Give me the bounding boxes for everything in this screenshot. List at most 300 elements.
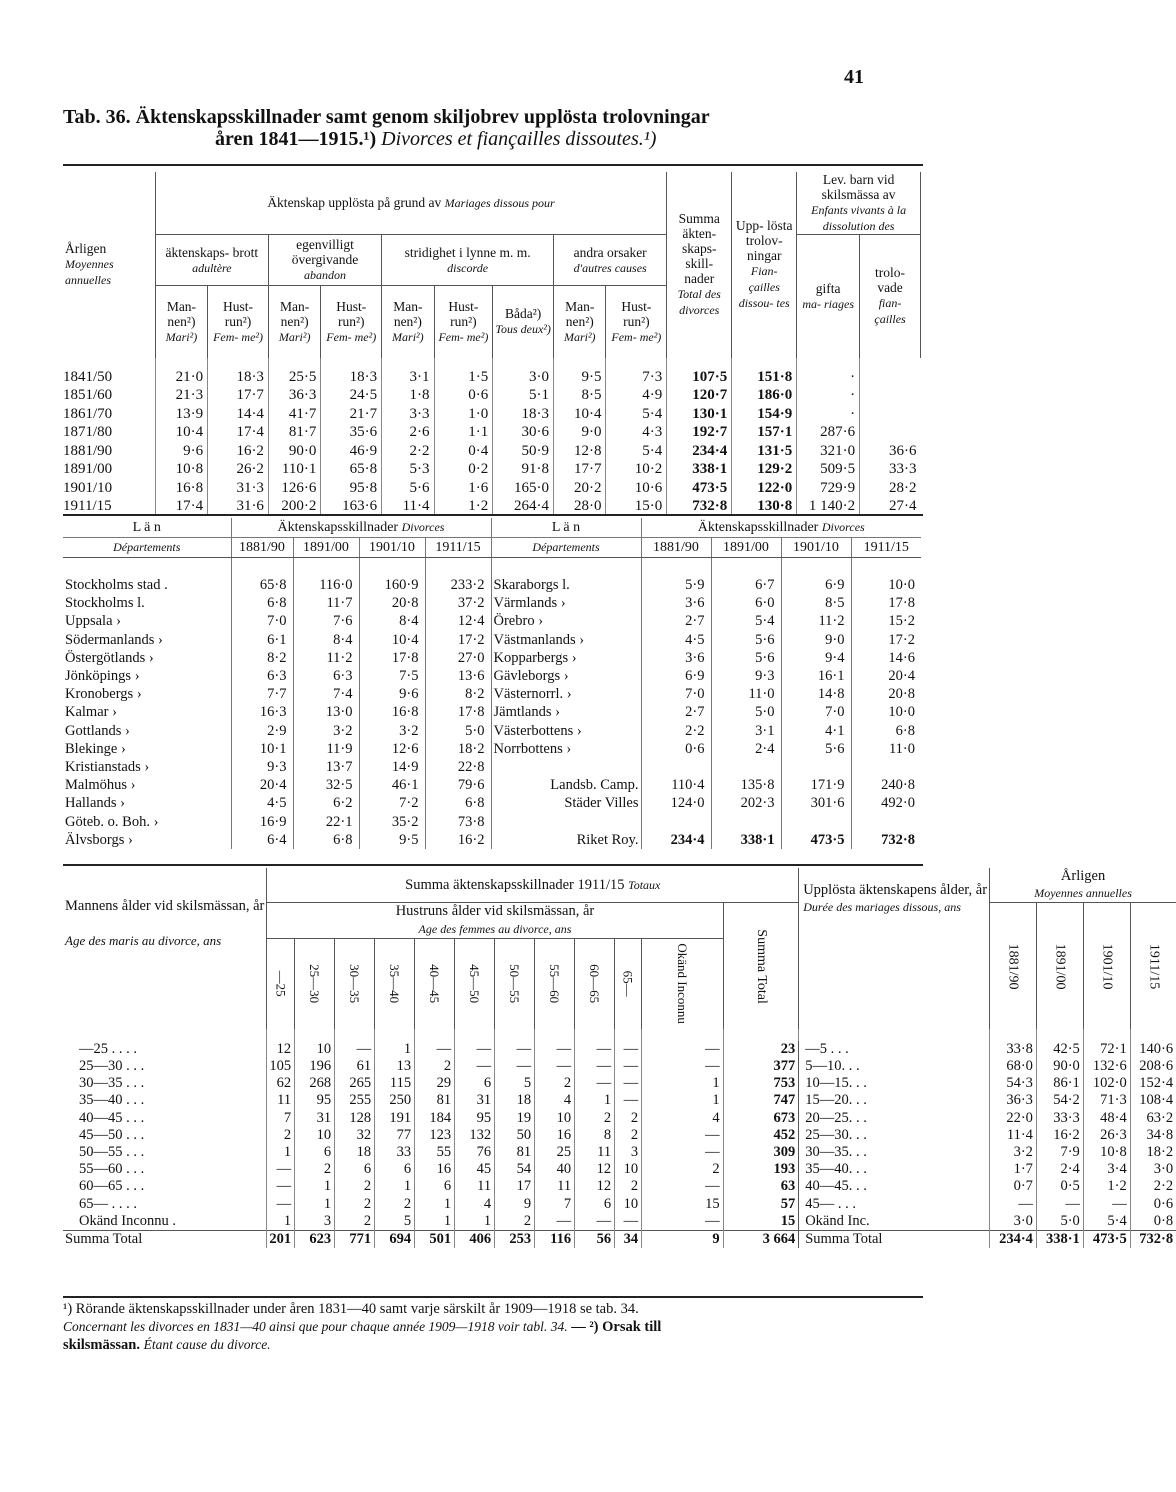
age-value-cell: — <box>267 1196 295 1213</box>
county-value-right: 5·6 <box>781 740 851 758</box>
value-cell: 473·5 <box>667 479 732 498</box>
value-cell: 165·0 <box>493 479 554 498</box>
county-value-left: 17·2 <box>425 631 491 649</box>
age-value-cell: 2 <box>615 1178 642 1195</box>
county-name-left: Hallands › <box>65 795 125 812</box>
age-row <box>63 1178 1176 1195</box>
county-value-right: 15·2 <box>851 612 921 630</box>
age-value-cell: 81 <box>495 1144 535 1161</box>
county-name-left: Kalmar › <box>65 704 117 721</box>
county-value-right: 9·4 <box>781 649 851 667</box>
age-value-cell: 19 <box>495 1110 535 1127</box>
county-value-right <box>781 758 851 776</box>
age-value-cell: 34 <box>615 1231 642 1249</box>
value-cell: 20·2 <box>554 479 606 498</box>
county-value-right: 338·1 <box>711 831 781 849</box>
county-value-left: 6·8 <box>231 594 293 612</box>
wife-age-col-label: 50—55 <box>507 963 523 1003</box>
county-value-right: 11·2 <box>781 612 851 630</box>
annual-value-cell: 732·8 <box>1130 1231 1176 1249</box>
value-cell: 0·4 <box>434 442 493 461</box>
value-cell: 287·6 <box>797 423 860 442</box>
age-value-cell: 201 <box>267 1231 295 1249</box>
duration-cell: 15—20. . . <box>799 1092 990 1109</box>
county-value-right: 4·1 <box>781 722 851 740</box>
age-value-cell: 31 <box>295 1110 335 1127</box>
value-cell: 16·8 <box>155 479 207 498</box>
county-value-right: 3·1 <box>711 722 781 740</box>
duration-cell: 45— . . . <box>799 1196 990 1213</box>
age-value-cell: — <box>455 1058 495 1075</box>
age-value-cell: — <box>267 1161 295 1178</box>
value-cell: 2·2 <box>382 442 434 461</box>
year-1891-right: 1891/00 <box>711 538 781 558</box>
age-value-cell: 54 <box>495 1161 535 1178</box>
footnotes <box>63 1300 923 1354</box>
value-cell: 21·3 <box>155 386 207 405</box>
county-value-right: 9·0 <box>781 631 851 649</box>
value-cell: 90·0 <box>268 442 320 461</box>
county-row <box>63 649 921 667</box>
age-value-cell: 62 <box>267 1075 295 1092</box>
age-value-cell: 268 <box>295 1075 335 1092</box>
footnote-1: ¹) Rörande äktenskapsskillnader under åren 1831—40 samt varje särskilt år 1909—1918 se tab. 34. <box>63 1301 639 1317</box>
ann-1911: 1911/15 <box>1130 903 1176 1029</box>
annual-value-cell: 0·7 <box>990 1178 1037 1195</box>
value-cell: 50·9 <box>493 442 554 461</box>
wife-age-col-label: Okänd Inconnu <box>674 943 690 1024</box>
value-cell: 17·7 <box>554 460 606 479</box>
age-value-cell: — <box>335 1041 375 1058</box>
age-value-cell: 31 <box>455 1092 495 1109</box>
county-value-left: 6·2 <box>293 794 359 812</box>
age-value-cell: 8 <box>575 1127 615 1144</box>
county-value-left: 116·0 <box>293 576 359 594</box>
county-value-right: 135·8 <box>711 776 781 794</box>
age-value-cell: 1 <box>415 1213 455 1231</box>
age-value-cell: 9 <box>642 1231 724 1249</box>
annual-value-cell: 2·2 <box>1130 1178 1176 1195</box>
value-cell: 41·7 <box>268 405 320 424</box>
value-cell: 10·2 <box>606 460 667 479</box>
age-value-cell: 17 <box>495 1178 535 1195</box>
value-cell: 120·7 <box>667 386 732 405</box>
period-cell: 1871/80 <box>63 424 113 440</box>
age-value-cell: 95 <box>455 1110 495 1127</box>
county-value-left: 3·2 <box>359 722 425 740</box>
man-age-cell: 25—30 . . . <box>79 1058 145 1075</box>
value-cell: 5·3 <box>382 460 434 479</box>
age-value-cell: 33 <box>375 1144 415 1161</box>
age-value-cell: 6 <box>375 1161 415 1178</box>
county-value-right <box>641 758 711 776</box>
age-value-cell: 623 <box>295 1231 335 1249</box>
wife-age-col-header <box>642 938 724 1029</box>
wife-age-col-header <box>615 938 642 1029</box>
age-value-cell: — <box>575 1041 615 1058</box>
age-value-cell: 2 <box>615 1110 642 1127</box>
annual-value-cell: 36·3 <box>990 1092 1037 1109</box>
age-value-cell: 77 <box>375 1127 415 1144</box>
value-cell: 27·4 <box>860 497 921 516</box>
age-value-cell: 2 <box>642 1161 724 1178</box>
county-value-left: 5·0 <box>425 722 491 740</box>
county-value-left: 20·8 <box>359 594 425 612</box>
county-row <box>63 740 921 758</box>
age-value-cell: 2 <box>375 1196 415 1213</box>
county-value-right: 14·8 <box>781 685 851 703</box>
value-cell: 12·8 <box>554 442 606 461</box>
footnote-2: — ²) Orsak till <box>571 1319 662 1335</box>
county-value-left: 4·5 <box>231 794 293 812</box>
annual-value-cell: 10·8 <box>1083 1144 1130 1161</box>
age-value-cell: 4 <box>535 1092 575 1109</box>
duration-cell: 35—40. . . <box>799 1161 990 1178</box>
title-main: Tab. 36. Äktenskapsskillnader samt genom skiljobrev upplösta trolovningar <box>63 106 710 128</box>
value-cell <box>860 386 921 405</box>
value-cell: 2·6 <box>382 423 434 442</box>
county-name-right: Västerbottens › <box>491 722 641 740</box>
age-value-cell: — <box>575 1075 615 1092</box>
county-value-left: 73·8 <box>425 813 491 831</box>
age-value-cell: 2 <box>575 1110 615 1127</box>
header-man-4: Man- nen²) Mari²) <box>554 286 606 358</box>
top-rule <box>63 164 923 166</box>
divorces-header-left: Äktenskapsskillnader Divorces <box>231 518 491 538</box>
duration-cell: 25—30. . . <box>799 1127 990 1144</box>
age-row <box>63 1110 1176 1127</box>
annual-value-cell: 86·1 <box>1036 1075 1083 1092</box>
county-value-right: 2·4 <box>711 740 781 758</box>
value-cell: 28·0 <box>554 497 606 516</box>
value-cell: 7·3 <box>606 358 667 387</box>
value-cell: 1·0 <box>434 405 493 424</box>
county-value-right <box>851 758 921 776</box>
county-value-left: 9·3 <box>231 758 293 776</box>
county-value-left: 11·7 <box>293 594 359 612</box>
age-value-cell: 4 <box>642 1110 724 1127</box>
annual-value-cell: 16·2 <box>1036 1127 1083 1144</box>
value-cell: 129·2 <box>732 460 797 479</box>
man-age-cell: 60—65 . . . <box>79 1178 145 1195</box>
annual-value-cell: 33·3 <box>1036 1110 1083 1127</box>
value-cell: 15·0 <box>606 497 667 516</box>
rule-2 <box>63 514 923 516</box>
value-cell: 26·2 <box>208 460 269 479</box>
causes-table <box>63 172 921 516</box>
annual-value-cell: 11·4 <box>990 1127 1037 1144</box>
county-value-right: 10·0 <box>851 703 921 721</box>
county-value-left: 10·4 <box>359 631 425 649</box>
age-row <box>63 1144 1176 1161</box>
county-name-left: Stockholms l. <box>65 595 145 612</box>
value-cell: 151·8 <box>732 358 797 387</box>
value-cell: 10·8 <box>155 460 207 479</box>
value-cell: 30·6 <box>493 423 554 442</box>
header-children: Lev. barn vid skilsmässa av Enfants vivants à la dissolution des <box>797 172 921 235</box>
man-age-cell: Summa Total <box>63 1231 267 1249</box>
county-value-right: 11·0 <box>711 685 781 703</box>
annual-value-cell: 3·4 <box>1083 1161 1130 1178</box>
value-cell: 31·3 <box>208 479 269 498</box>
value-cell: 5·1 <box>493 386 554 405</box>
county-value-right: 7·0 <box>641 685 711 703</box>
age-value-cell: — <box>535 1213 575 1231</box>
year-1881-left: 1881/90 <box>231 538 293 558</box>
period-cell: 1911/15 <box>63 498 112 514</box>
footnote-2-french: Étant cause du divorce. <box>143 1337 271 1352</box>
age-value-cell: 193 <box>723 1161 799 1178</box>
causes-table-body <box>63 358 921 516</box>
man-age-cell: 35—40 . . . <box>79 1092 145 1109</box>
age-value-cell: — <box>615 1058 642 1075</box>
age-value-cell: 116 <box>535 1231 575 1249</box>
value-cell: 16·2 <box>208 442 269 461</box>
county-value-left: 8·2 <box>231 649 293 667</box>
age-value-cell: 1 <box>375 1041 415 1058</box>
county-value-left: 6·3 <box>231 667 293 685</box>
age-value-cell: 13 <box>375 1058 415 1075</box>
age-value-cell: 132 <box>455 1127 495 1144</box>
wife-age-col-header <box>267 938 295 1029</box>
footnote-2-cont: skilsmässan. <box>63 1337 140 1353</box>
age-value-cell: 406 <box>455 1231 495 1249</box>
title-french: Divorces et fiançailles dissoutes.¹) <box>381 128 657 150</box>
county-value-left: 16·2 <box>425 831 491 849</box>
year-1901-left: 1901/10 <box>359 538 425 558</box>
age-value-cell: — <box>535 1058 575 1075</box>
value-cell: 154·9 <box>732 405 797 424</box>
age-value-cell: 265 <box>335 1075 375 1092</box>
county-value-left: 13·0 <box>293 703 359 721</box>
age-value-cell: 105 <box>267 1058 295 1075</box>
age-value-cell: 6 <box>295 1144 335 1161</box>
county-value-left: 16·9 <box>231 813 293 831</box>
county-name-right: Örebro › <box>491 612 641 630</box>
year-1901-right: 1901/10 <box>781 538 851 558</box>
county-table-body <box>63 576 921 849</box>
value-cell: 157·1 <box>732 423 797 442</box>
age-table-body <box>63 1041 1176 1248</box>
county-value-left: 7·0 <box>231 612 293 630</box>
county-value-right: 4·5 <box>641 631 711 649</box>
man-age-cell: —25 . . . . <box>79 1040 137 1057</box>
county-value-left: 32·5 <box>293 776 359 794</box>
col-total-header: Summa Total <box>723 903 799 1029</box>
age-value-cell: 123 <box>415 1127 455 1144</box>
age-value-cell: — <box>267 1178 295 1195</box>
county-value-right: 6·0 <box>711 594 781 612</box>
age-value-cell: 12 <box>575 1178 615 1195</box>
county-value-right: 10·0 <box>851 576 921 594</box>
age-value-cell: 10 <box>535 1110 575 1127</box>
header-man-3: Man- nen²) Mari²) <box>382 286 434 358</box>
county-value-right: 16·1 <box>781 667 851 685</box>
age-value-cell: — <box>642 1127 724 1144</box>
county-value-right: 20·4 <box>851 667 921 685</box>
age-value-cell: 309 <box>723 1144 799 1161</box>
county-value-left: 8·4 <box>359 612 425 630</box>
period-cell: 1841/50 <box>63 368 113 385</box>
age-value-cell: 11 <box>575 1144 615 1161</box>
county-value-right <box>711 758 781 776</box>
age-value-cell: 25 <box>535 1144 575 1161</box>
annual-value-cell: 54·2 <box>1036 1092 1083 1109</box>
age-value-cell: 3 664 <box>723 1231 799 1249</box>
value-cell <box>860 358 921 387</box>
wife-age-col-header <box>415 938 455 1029</box>
county-value-left: 7·5 <box>359 667 425 685</box>
value-cell: 192·7 <box>667 423 732 442</box>
age-value-cell: 6 <box>575 1196 615 1213</box>
county-value-right: 17·2 <box>851 631 921 649</box>
county-value-right: 473·5 <box>781 831 851 849</box>
value-cell: 95·8 <box>321 479 382 498</box>
wife-age-col-header <box>535 938 575 1029</box>
age-value-cell: 76 <box>455 1144 495 1161</box>
value-cell: 35·6 <box>321 423 382 442</box>
county-row <box>63 667 921 685</box>
value-cell: 21·0 <box>155 358 207 387</box>
age-value-cell: 56 <box>575 1231 615 1249</box>
county-value-right: 14·6 <box>851 649 921 667</box>
age-value-cell: 2 <box>535 1075 575 1092</box>
county-row <box>63 576 921 594</box>
annual-value-cell: 68·0 <box>990 1058 1037 1075</box>
value-cell: 729·9 <box>797 479 860 498</box>
age-value-cell: 55 <box>415 1144 455 1161</box>
county-value-right: 301·6 <box>781 794 851 812</box>
county-row <box>63 685 921 703</box>
age-value-cell: — <box>642 1041 724 1058</box>
value-cell: 8·5 <box>554 386 606 405</box>
county-value-right: 240·8 <box>851 776 921 794</box>
annual-value-cell: 338·1 <box>1036 1231 1083 1249</box>
age-value-cell: 57 <box>723 1196 799 1213</box>
value-cell: 10·4 <box>155 423 207 442</box>
county-name-right <box>491 758 641 776</box>
county-name-right: Värmlands › <box>491 594 641 612</box>
age-value-cell: — <box>615 1075 642 1092</box>
county-value-right: 6·9 <box>781 576 851 594</box>
wife-age-col-header <box>575 938 615 1029</box>
wife-age-col-header <box>495 938 535 1029</box>
age-row <box>63 1213 1176 1231</box>
county-value-left: 7·4 <box>293 685 359 703</box>
value-cell: 10·4 <box>554 405 606 424</box>
age-value-cell: 128 <box>335 1110 375 1127</box>
county-value-left: 22·1 <box>293 813 359 831</box>
wife-age-header: Hustruns ålder vid skilsmässan, år Age des femmes au divorce, ans <box>267 903 723 938</box>
causes-row <box>63 442 921 461</box>
age-value-cell: 1 <box>295 1178 335 1195</box>
wife-age-col-label: 30—35 <box>347 963 363 1003</box>
age-value-cell: 1 <box>642 1075 724 1092</box>
value-cell: 1·8 <box>382 386 434 405</box>
value-cell: 10·6 <box>606 479 667 498</box>
county-value-left: 11·2 <box>293 649 359 667</box>
county-value-right: 5·6 <box>711 631 781 649</box>
annual-header: Årligen Moyennes annuelles <box>990 868 1176 903</box>
value-cell: 21·7 <box>321 405 382 424</box>
county-name-left: Södermanlands › <box>65 631 163 648</box>
value-cell <box>860 405 921 424</box>
wife-age-col-label: 60—65 <box>587 963 603 1003</box>
header-upplosta: Upp- lösta trolov- ningar Fian- çailles dissou- tes <box>732 172 797 358</box>
county-value-left: 160·9 <box>359 576 425 594</box>
county-name-left: Östergötlands › <box>65 649 154 666</box>
value-cell: 28·2 <box>860 479 921 498</box>
county-value-right: 124·0 <box>641 794 711 812</box>
ann-1891: 1891/00 <box>1036 903 1083 1029</box>
value-cell: 4·3 <box>606 423 667 442</box>
wife-age-col-label: 35—40 <box>387 963 403 1003</box>
county-value-left: 46·1 <box>359 776 425 794</box>
age-value-cell: 377 <box>723 1058 799 1075</box>
wife-age-col-header <box>335 938 375 1029</box>
annual-value-cell: 102·0 <box>1083 1075 1130 1092</box>
county-value-left: 9·5 <box>359 831 425 849</box>
age-value-cell: 771 <box>335 1231 375 1249</box>
value-cell: 1·2 <box>434 497 493 516</box>
age-value-cell: 10 <box>295 1127 335 1144</box>
county-header-right: L ä n <box>491 518 641 538</box>
annual-value-cell: 42·5 <box>1036 1041 1083 1058</box>
value-cell: · <box>797 405 860 424</box>
wife-age-col-label: 40—45 <box>427 963 443 1003</box>
header-causes: Äktenskap upplösta på grund av Mariages dissous pour <box>155 172 667 235</box>
county-row <box>63 594 921 612</box>
age-value-cell: 253 <box>495 1231 535 1249</box>
annual-value-cell: 5·4 <box>1083 1213 1130 1231</box>
county-value-right: 6·7 <box>711 576 781 594</box>
wife-age-col-label: 65— <box>620 970 636 997</box>
age-value-cell: 2 <box>335 1178 375 1195</box>
county-value-left: 11·9 <box>293 740 359 758</box>
man-age-cell: Okänd Inconnu . <box>79 1212 177 1229</box>
age-row <box>63 1127 1176 1144</box>
age-value-cell: 95 <box>295 1092 335 1109</box>
duration-cell: 5—10. . . <box>799 1058 990 1075</box>
county-value-right: 2·7 <box>641 703 711 721</box>
wife-age-col-label: 55—60 <box>547 963 563 1003</box>
age-row <box>63 1092 1176 1109</box>
annual-value-cell: 3·0 <box>990 1213 1037 1231</box>
county-row <box>63 631 921 649</box>
age-value-cell: 5 <box>375 1213 415 1231</box>
age-value-cell: 16 <box>535 1127 575 1144</box>
annual-value-cell: 132·6 <box>1083 1058 1130 1075</box>
county-name-right: Skaraborgs l. <box>491 576 641 594</box>
ann-1901: 1901/10 <box>1083 903 1130 1029</box>
departements-right: Départements <box>532 540 600 555</box>
age-value-cell: — <box>575 1213 615 1231</box>
county-table <box>63 518 921 849</box>
header-abandon: egenvilligt övergivande abandon <box>268 235 381 286</box>
county-value-right: 6·8 <box>851 722 921 740</box>
value-cell: · <box>797 386 860 405</box>
county-name-right: Gävleborgs › <box>491 667 641 685</box>
annual-value-cell: 0·5 <box>1036 1178 1083 1195</box>
county-value-left: 17·8 <box>425 703 491 721</box>
ann-1881: 1881/90 <box>990 903 1037 1029</box>
man-age-header: Mannens ålder vid skilsmässan, år Age des maris au divorce, ans <box>65 898 265 949</box>
county-value-left: 6·4 <box>231 831 293 849</box>
value-cell: 4·9 <box>606 386 667 405</box>
value-cell: · <box>797 358 860 387</box>
causes-row <box>63 386 921 405</box>
duration-cell: 10—15. . . <box>799 1075 990 1092</box>
